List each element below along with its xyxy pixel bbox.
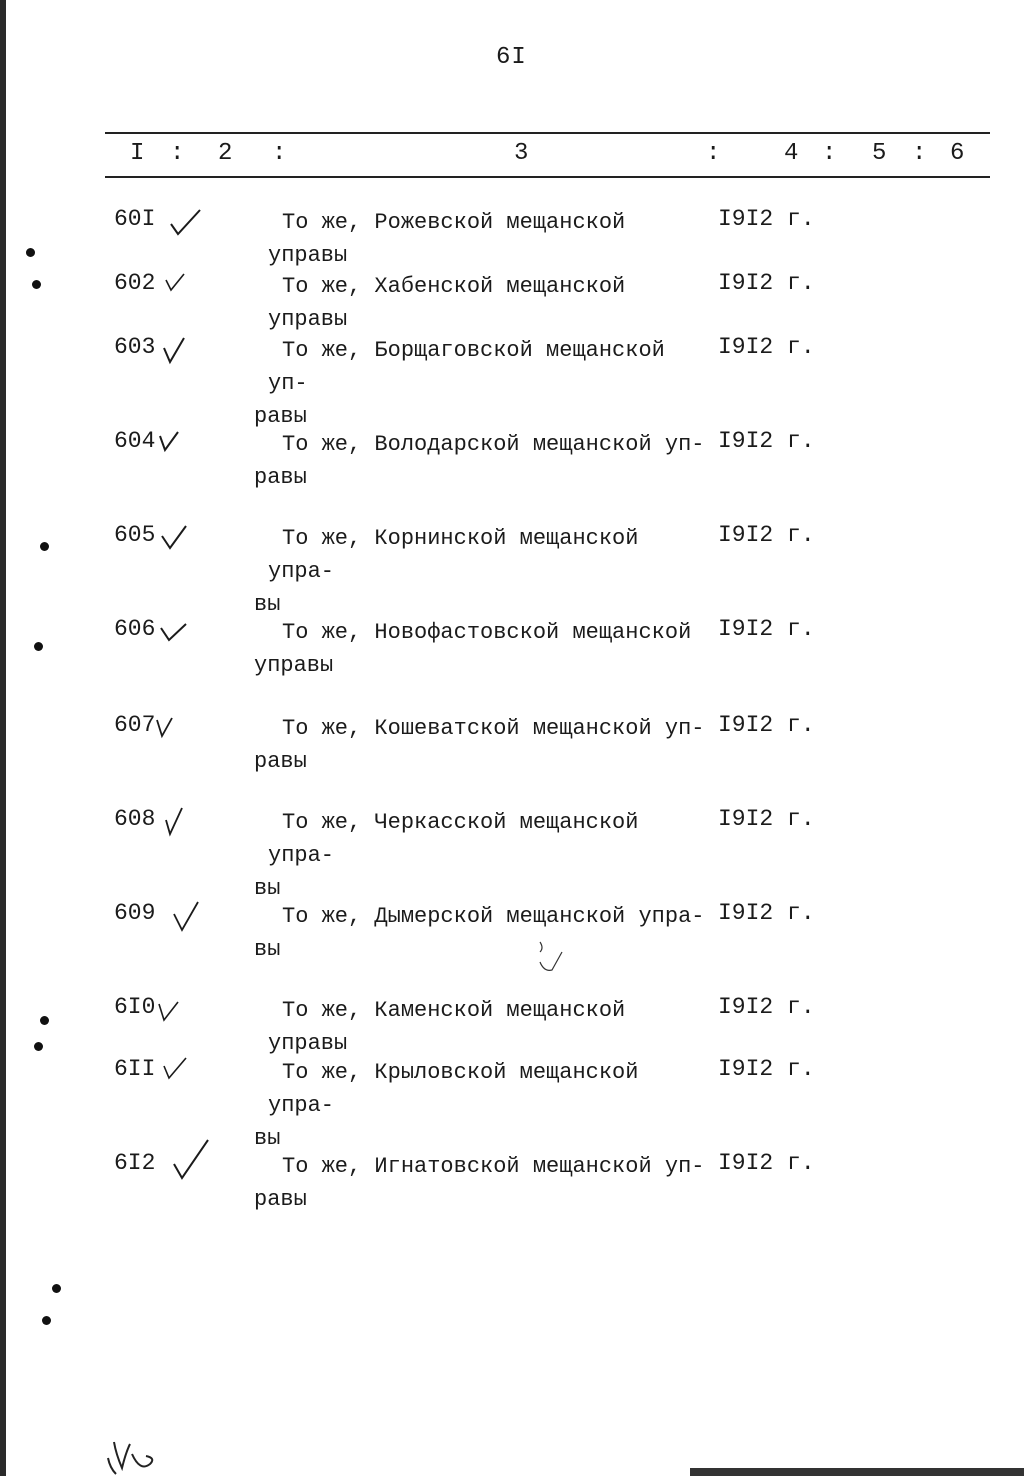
check-mark-icon — [154, 712, 190, 746]
handwritten-scribble-icon — [534, 940, 568, 976]
check-mark-icon — [170, 900, 206, 934]
binder-hole-icon — [34, 1042, 43, 1051]
check-mark-icon — [158, 616, 194, 650]
binder-hole-icon — [40, 1016, 49, 1025]
item-year: I9I2 г. — [718, 712, 815, 738]
list-item — [0, 616, 1024, 696]
item-number: 608 — [114, 806, 156, 832]
item-number: 602 — [114, 270, 156, 296]
item-year: I9I2 г. — [718, 1056, 815, 1082]
column-separator: : — [706, 140, 721, 167]
column-header-4: 4 — [784, 140, 799, 167]
item-number: 6I0 — [114, 994, 156, 1020]
item-number: 6I2 — [114, 1150, 156, 1176]
item-description: То же, Каменской мещанской управы — [268, 998, 626, 1056]
column-separator: : — [170, 140, 185, 167]
column-separator: : — [822, 140, 837, 167]
item-description: То же, Кошеватской мещанской уп- равы — [254, 716, 705, 774]
item-year: I9I2 г. — [718, 334, 815, 360]
item-year: I9I2 г. — [718, 616, 815, 642]
item-description: То же, Дымерской мещанской упра- вы — [254, 904, 705, 962]
item-description: То же, Борщаговской мещанской уп- равы — [254, 338, 665, 429]
item-description: То же, Рожевской мещанской управы — [268, 210, 626, 268]
check-mark-icon — [156, 428, 192, 462]
binder-hole-icon — [52, 1284, 61, 1293]
page-number: 6I — [496, 44, 527, 71]
check-mark-icon — [156, 994, 192, 1028]
binder-hole-icon — [42, 1316, 51, 1325]
item-year: I9I2 г. — [718, 994, 815, 1020]
item-description: То же, Володарской мещанской уп- равы — [254, 432, 705, 490]
check-mark-icon — [162, 806, 198, 840]
list-item — [0, 806, 1024, 901]
item-number: 606 — [114, 616, 156, 642]
check-mark-icon — [160, 1056, 196, 1090]
item-description: То же, Игнатовской мещанской уп- равы — [254, 1154, 705, 1212]
item-description: То же, Крыловской мещанской упра- вы — [254, 1060, 639, 1151]
header-bottom-rule — [105, 176, 990, 178]
column-header-3: 3 — [514, 140, 529, 167]
column-header-6: 6 — [950, 140, 965, 167]
item-year: I9I2 г. — [718, 900, 815, 926]
item-description: То же, Черкасской мещанской упра- вы — [254, 810, 639, 901]
list-item — [0, 712, 1024, 792]
list-item — [0, 428, 1024, 508]
header-top-rule — [105, 132, 990, 134]
item-year: I9I2 г. — [718, 428, 815, 454]
item-year: I9I2 г. — [718, 522, 815, 548]
list-item — [0, 334, 1024, 429]
item-description: То же, Корнинской мещанской упра- вы — [254, 526, 639, 617]
item-year: I9I2 г. — [718, 270, 815, 296]
list-item — [0, 522, 1024, 617]
item-year: I9I2 г. — [718, 1150, 815, 1176]
column-separator: : — [272, 140, 287, 167]
binder-hole-icon — [26, 248, 35, 257]
item-number: 607 — [114, 712, 156, 738]
item-number: 6II — [114, 1056, 156, 1082]
item-year: I9I2 г. — [718, 806, 815, 832]
list-item — [0, 1056, 1024, 1151]
list-item — [0, 900, 1024, 980]
item-number: 603 — [114, 334, 156, 360]
column-separator: : — [912, 140, 927, 167]
item-number: 60I — [114, 206, 156, 232]
binder-hole-icon — [40, 542, 49, 551]
item-year: I9I2 г. — [718, 206, 815, 232]
check-mark-icon — [162, 270, 198, 304]
check-mark-icon — [158, 522, 194, 556]
item-description: То же, Хабенской мещанской управы — [268, 274, 626, 332]
binder-hole-icon — [34, 642, 43, 651]
item-description: То же, Новофастовской мещанской управы — [254, 620, 692, 678]
column-header-1: I — [130, 140, 145, 167]
scan-bottom-edge — [690, 1468, 1024, 1476]
column-header-2: 2 — [218, 140, 233, 167]
item-number: 605 — [114, 522, 156, 548]
column-header-5: 5 — [872, 140, 887, 167]
binder-hole-icon — [32, 280, 41, 289]
check-mark-icon — [170, 1136, 210, 1184]
check-mark-icon — [168, 206, 204, 240]
handwritten-signature-icon — [104, 1434, 160, 1476]
list-item — [0, 1150, 1024, 1230]
check-mark-icon — [160, 334, 196, 368]
item-number: 604 — [114, 428, 156, 454]
item-number: 609 — [114, 900, 156, 926]
